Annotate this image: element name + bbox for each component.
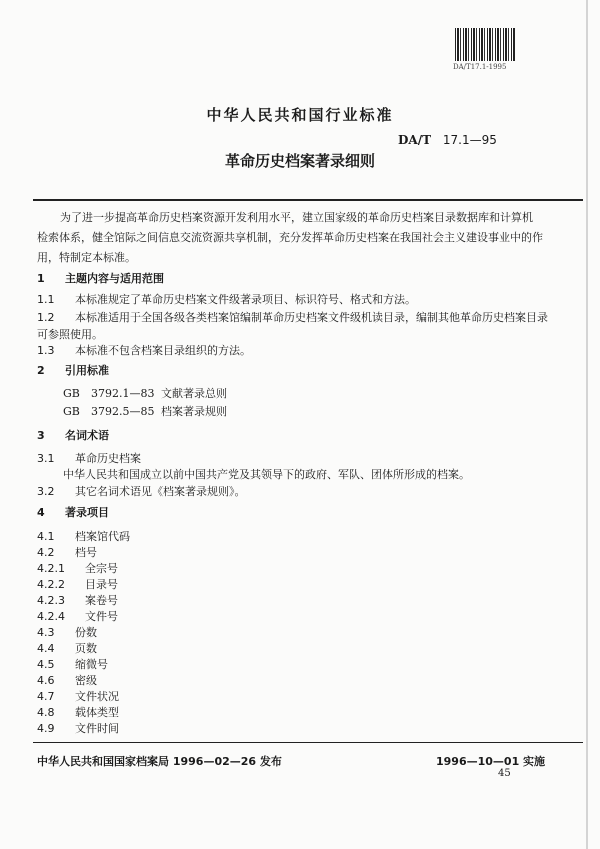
text: 革命历史档案 [75, 452, 141, 465]
clause-1-1 [37, 291, 416, 307]
list-item [37, 672, 97, 688]
item-text: 密级 [75, 674, 97, 687]
standard-category: 中华人民共和国行业标准 [206, 106, 394, 124]
item-text: 档案馆代码 [75, 530, 130, 543]
text: 著录项目 [65, 506, 109, 519]
list-item [37, 704, 119, 720]
standard-prefix: DA/T [398, 133, 432, 147]
barcode [455, 28, 515, 61]
page-title: 革命历史档案著录细则 [224, 152, 375, 170]
clause-1-3 [37, 342, 251, 358]
item-text: 档号 [75, 546, 97, 559]
item-number: 4.2.1 [37, 562, 65, 575]
item-text: 文件状况 [75, 690, 119, 703]
text: 本标准不包含档案目录组织的方法。 [75, 344, 251, 357]
reference-item [63, 385, 227, 401]
intro-line: 检索体系，健全馆际之间信息交流资源共享机制，充分发挥革命历史档案在我国社会主义建设事业中的作 [37, 231, 543, 244]
item-number: 4.6 [37, 674, 55, 687]
list-item [37, 592, 118, 608]
item-number: 4.8 [37, 706, 55, 719]
item-number: 4.2.4 [37, 610, 65, 623]
item-text: 份数 [75, 626, 97, 639]
list-item [37, 528, 130, 544]
intro-line: 为了进一步提高革命历史档案资源开发利用水平，建立国家级的革命历史档案目录数据库和计算机 [60, 211, 533, 224]
list-item [37, 720, 119, 736]
reference-item [63, 403, 227, 419]
text: 1 [37, 272, 45, 285]
text: 1.2 [37, 311, 55, 324]
clause-1-2-cont: 可参照使用。 [37, 328, 103, 341]
header-rule [33, 199, 583, 201]
item-number: 4.2 [37, 546, 55, 559]
item-text: 文件时间 [75, 722, 119, 735]
item-number: 4.9 [37, 722, 55, 735]
text: 文献著录总则 [161, 387, 227, 400]
item-number: 4.2.3 [37, 594, 65, 607]
list-item [37, 576, 118, 592]
footer-rule [33, 742, 583, 743]
text: GB [63, 405, 80, 418]
item-text: 文件号 [85, 610, 118, 623]
text: 3 [37, 429, 45, 442]
text: 1.3 [37, 344, 55, 357]
text: 3.1 [37, 452, 55, 465]
section-heading-2 [37, 362, 109, 378]
list-item [37, 656, 108, 672]
issued-statement: 中华人民共和国国家档案局 1996—02—26 发布 [37, 755, 282, 768]
item-text: 目录号 [85, 578, 118, 591]
item-number: 4.2.2 [37, 578, 65, 591]
section-heading-1 [37, 270, 164, 286]
item-text: 缩微号 [75, 658, 108, 671]
clause-3-2 [37, 483, 246, 499]
text: 名词术语 [65, 429, 109, 442]
scan-edge [586, 0, 588, 849]
item-number: 4.7 [37, 690, 55, 703]
text: 3792.1—83 [91, 387, 155, 400]
text: 档案著录规则 [161, 405, 227, 418]
standard-code [398, 133, 497, 147]
list-item [37, 544, 97, 560]
item-text: 载体类型 [75, 706, 119, 719]
item-number: 4.4 [37, 642, 55, 655]
text: 引用标准 [65, 364, 109, 377]
text: 3792.5—85 [91, 405, 155, 418]
effective-statement: 1996—10—01 实施 [436, 755, 546, 768]
list-item [37, 688, 119, 704]
clause-3-1 [37, 450, 141, 466]
list-item [37, 624, 97, 640]
barcode-code: DA/T17.1-1995 [453, 63, 507, 71]
text: 本标准规定了革命历史档案文件级著录项目、标识符号、格式和方法。 [75, 293, 416, 306]
list-item [37, 640, 97, 656]
list-item [37, 560, 118, 576]
item-text: 全宗号 [85, 562, 118, 575]
text: 2 [37, 364, 45, 377]
item-number: 4.3 [37, 626, 55, 639]
text: GB [63, 387, 80, 400]
section-heading-3 [37, 427, 109, 443]
page-number: 45 [498, 768, 511, 779]
item-text: 页数 [75, 642, 97, 655]
clause-3-1-definition: 中华人民共和国成立以前中国共产党及其领导下的政府、军队、团体所形成的档案。 [63, 468, 470, 481]
text: 4 [37, 506, 45, 519]
text: 其它名词术语见《档案著录规则》。 [75, 485, 246, 498]
list-item [37, 608, 118, 624]
intro-line: 用，特制定本标准。 [37, 251, 136, 264]
item-text: 案卷号 [85, 594, 118, 607]
item-number: 4.1 [37, 530, 55, 543]
text: 主题内容与适用范围 [65, 272, 164, 285]
standard-number: 17.1—95 [442, 133, 497, 147]
text: 1.1 [37, 293, 55, 306]
section-heading-4 [37, 504, 109, 520]
item-number: 4.5 [37, 658, 55, 671]
clause-1-2 [37, 309, 548, 325]
text: 3.2 [37, 485, 55, 498]
text: 本标准适用于全国各级各类档案馆编制革命历史档案文件级机读目录，编制其他革命历史档案目录 [75, 311, 548, 324]
